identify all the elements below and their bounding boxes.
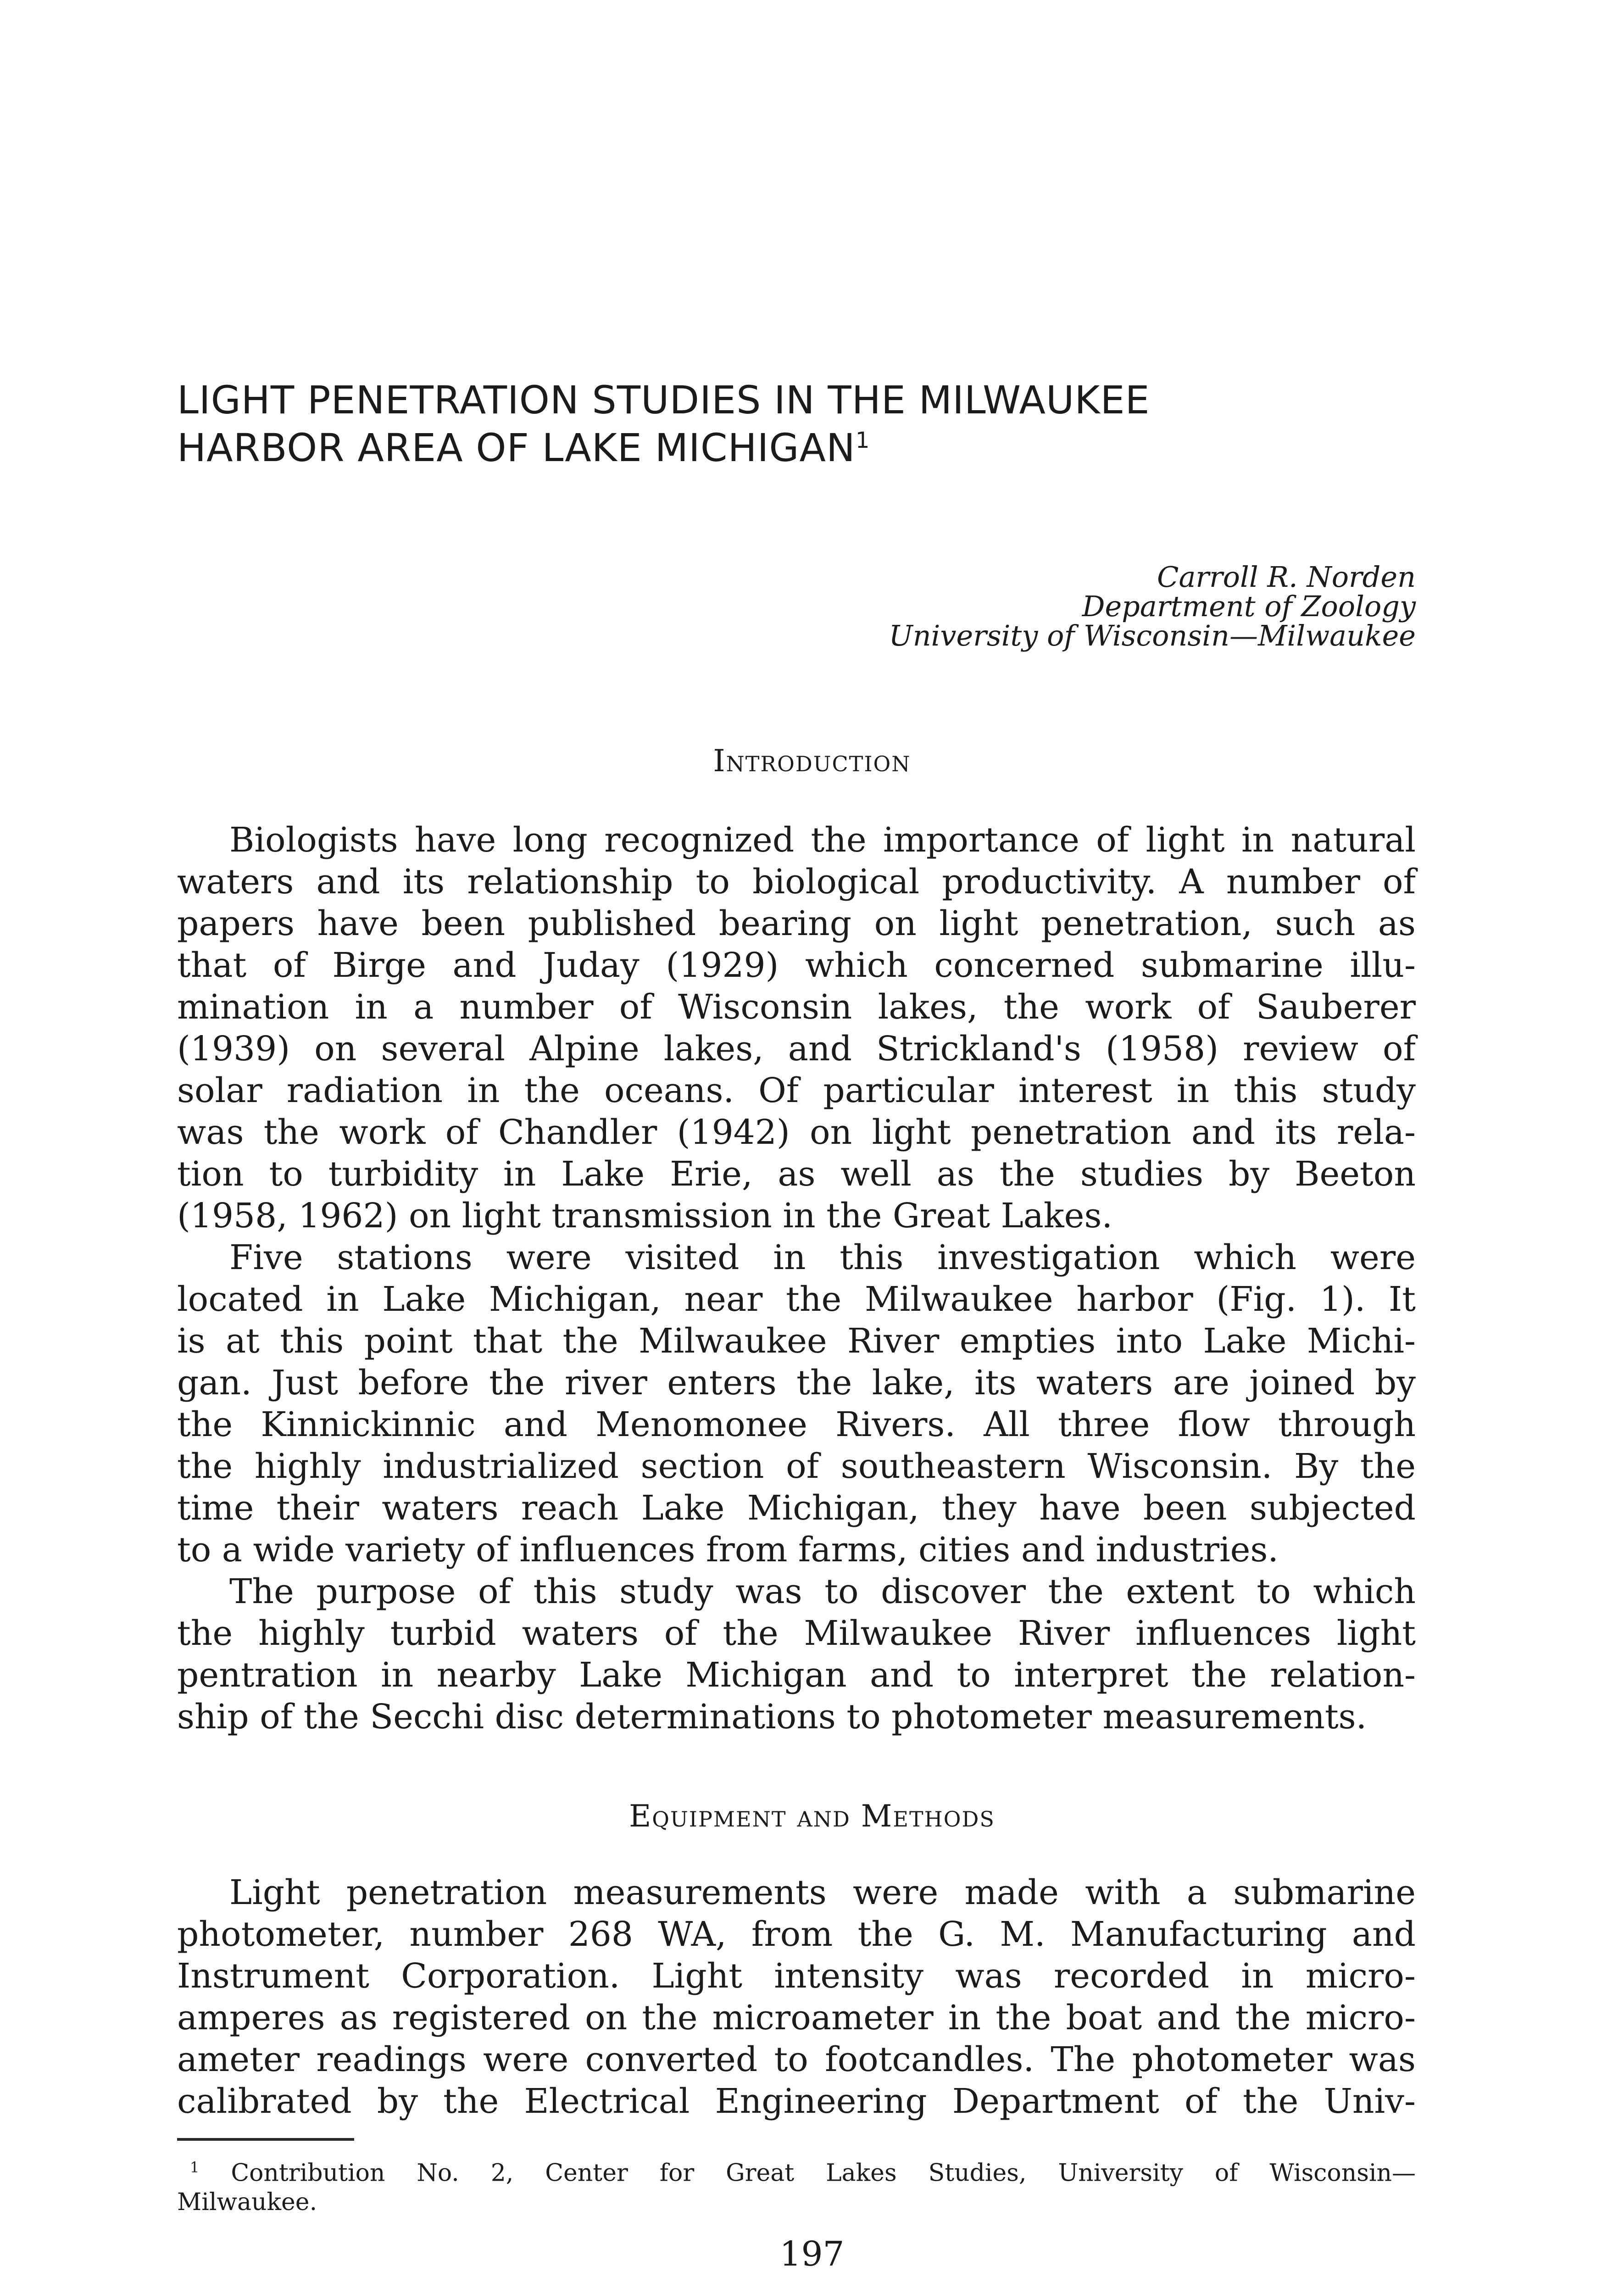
methods-paragraph-1	[177, 1872, 1416, 2122]
text-line: amperes as registered on the microameter in the boat and the micro-	[177, 1998, 1416, 2038]
author-university: University of Wisconsin—Milwaukee	[889, 619, 1416, 652]
page-number: 197	[779, 2234, 845, 2274]
text-line: to a wide variety of influences from farms, cities and industries.	[177, 1530, 1279, 1570]
article-title	[177, 376, 1507, 472]
text-line: the Kinnickinnic and Menomonee Rivers. All three flow through	[177, 1405, 1416, 1444]
author-department: Department of Zoology	[1082, 590, 1416, 623]
footnote-line-1	[177, 2153, 1416, 2188]
author-byline	[889, 562, 1416, 651]
text-line: (1958, 1962) on light transmission in the Great Lakes.	[177, 1196, 1112, 1236]
text-line: (1939) on several Alpine lakes, and Strickland's (1958) review of	[177, 1029, 1416, 1069]
text-line: mination in a number of Wisconsin lakes, the work of Sauberer	[177, 987, 1416, 1027]
title-line-1: LIGHT PENETRATION STUDIES IN THE MILWAUKEE	[177, 378, 1150, 423]
title-footnote-mark: 1	[855, 428, 870, 453]
text-line: calibrated by the Electrical Engineering Department of the Univ-	[177, 2082, 1416, 2121]
text-line: located in Lake Michigan, near the Milwaukee harbor (Fig. 1). It	[177, 1280, 1416, 1319]
text-line: is at this point that the Milwaukee River empties into Lake Michi-	[177, 1321, 1416, 1361]
text-line: ameter readings were converted to footcandles. The photometer was	[177, 2040, 1416, 2079]
text-line: photometer, number 268 WA, from the G. M. Manufacturing and	[177, 1915, 1416, 1954]
text-line: that of Birge and Juday (1929) which concerned submarine illu-	[177, 946, 1416, 985]
footnote-divider	[177, 2138, 354, 2141]
text-line: waters and its relationship to biological productivity. A number of	[177, 862, 1416, 902]
text-line: tion to turbidity in Lake Erie, as well as the studies by Beeton	[177, 1154, 1416, 1194]
introduction-paragraph-3	[177, 1571, 1416, 1738]
introduction-paragraph-1	[177, 819, 1416, 1237]
text-line: The purpose of this study was to discover the extent to which	[229, 1572, 1416, 1611]
text-line: the highly industrialized section of southeastern Wisconsin. By the	[177, 1447, 1416, 1486]
introduction-heading: Introduction	[713, 743, 911, 779]
text-line: solar radiation in the oceans. Of particular interest in this study	[177, 1071, 1416, 1110]
text-line: was the work of Chandler (1942) on light penetration and its rela-	[177, 1113, 1416, 1152]
introduction-paragraph-2	[177, 1237, 1416, 1571]
text-line: Biologists have long recognized the importance of light in natural	[229, 820, 1416, 860]
footnote-text: Contribution No. 2, Center for Great Lakes Studies, University of Wisconsin—	[231, 2159, 1416, 2187]
text-line: Instrument Corporation. Light intensity was recorded in micro-	[177, 1956, 1416, 1996]
text-line: Light penetration measurements were made with a submarine	[229, 1873, 1416, 1912]
text-line: Five stations were visited in this investigation which were	[229, 1238, 1416, 1277]
footnote-mark: 1	[190, 2159, 200, 2176]
text-line: time their waters reach Lake Michigan, they have been subjected	[177, 1488, 1416, 1528]
footnote	[177, 2153, 1416, 2217]
author-name: Carroll R. Norden	[1157, 560, 1416, 594]
methods-heading: Equipment and Methods	[629, 1798, 995, 1834]
footnote-line-2: Milwaukee.	[177, 2188, 317, 2216]
text-line: ship of the Secchi disc determinations to photometer measurements.	[177, 1697, 1367, 1737]
title-line-2: HARBOR AREA OF LAKE MICHIGAN	[177, 425, 856, 470]
text-line: gan. Just before the river enters the lake, its waters are joined by	[177, 1363, 1416, 1403]
text-line: pentration in nearby Lake Michigan and to interpret the relation-	[177, 1655, 1416, 1695]
text-line: papers have been published bearing on light penetration, such as	[177, 904, 1416, 943]
text-line: the highly turbid waters of the Milwaukee River influences light	[177, 1614, 1416, 1653]
